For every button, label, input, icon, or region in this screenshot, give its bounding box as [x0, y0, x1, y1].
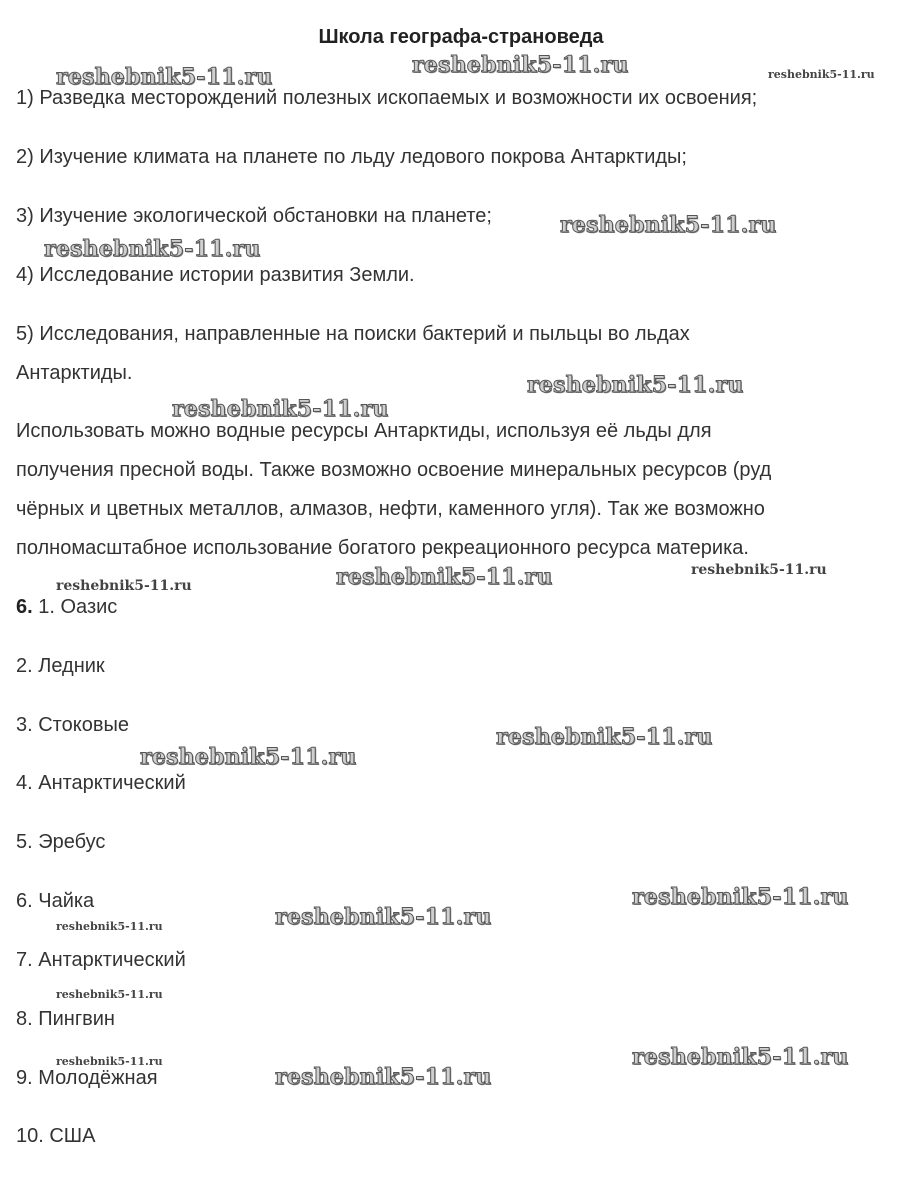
list-item-3: 3) Изучение экологической обстановки на планете; [16, 205, 492, 227]
watermark: reshebnik5-11.ru [275, 904, 492, 930]
watermark: reshebnik5-11.ru [56, 64, 273, 90]
watermark: reshebnik5-11.ru [172, 396, 389, 422]
task6-answer-10: 10. США [16, 1125, 96, 1147]
watermark: reshebnik5-11.ru [56, 920, 163, 933]
task6-answer-2: 2. Ледник [16, 655, 105, 677]
watermark: reshebnik5-11.ru [44, 236, 261, 262]
watermark: reshebnik5-11.ru [56, 578, 192, 594]
watermark: reshebnik5-11.ru [275, 1064, 492, 1090]
paragraph-line: полномасштабное использование богатого рекреационного ресурса материка. [16, 537, 749, 559]
watermark: reshebnik5-11.ru [768, 68, 875, 81]
paragraph-line: Использовать можно водные ресурсы Антарктиды, используя её льды для [16, 420, 712, 442]
watermark: reshebnik5-11.ru [412, 52, 629, 78]
list-item-2: 2) Изучение климата на планете по льду ледового покрова Антарктиды; [16, 146, 687, 168]
watermark: reshebnik5-11.ru [632, 884, 849, 910]
paragraph-line: чёрных и цветных металлов, алмазов, нефти, каменного угля). Так же возможно [16, 498, 765, 520]
watermark: reshebnik5-11.ru [140, 744, 357, 770]
watermark: reshebnik5-11.ru [336, 564, 553, 590]
task6-answer-1 [16, 595, 117, 619]
list-item-5-continued: Антарктиды. [16, 362, 133, 384]
watermark: reshebnik5-11.ru [56, 1055, 163, 1068]
task-number: 6. [16, 596, 33, 618]
list-item-1: 1) Разведка месторождений полезных ископаемых и возможности их освоения; [16, 87, 758, 109]
page-title: Школа географа-страноведа [318, 26, 604, 48]
list-item-4: 4) Исследование истории развития Земли. [16, 264, 415, 286]
watermark: reshebnik5-11.ru [527, 372, 744, 398]
watermark: reshebnik5-11.ru [560, 212, 777, 238]
task6-answer-3: 3. Стоковые [16, 714, 129, 736]
task6-answer-4: 4. Антарктический [16, 772, 186, 794]
watermark: reshebnik5-11.ru [496, 724, 713, 750]
paragraph-line: получения пресной воды. Также возможно освоение минеральных ресурсов (руд [16, 459, 772, 481]
watermark: reshebnik5-11.ru [632, 1044, 849, 1070]
list-item-5: 5) Исследования, направленные на поиски бактерий и пыльцы во льдах [16, 323, 690, 345]
task6-answer-6: 6. Чайка [16, 890, 95, 912]
resources-paragraph [16, 418, 896, 574]
task6-answer-7: 7. Антарктический [16, 949, 186, 971]
task6-answer-5: 5. Эребус [16, 831, 106, 853]
watermark: reshebnik5-11.ru [56, 988, 163, 1001]
answer-text: 1. Оазис [38, 596, 118, 618]
watermark: reshebnik5-11.ru [691, 562, 827, 578]
task6-answer-8: 8. Пингвин [16, 1008, 115, 1030]
task6-answer-9: 9. Молодёжная [16, 1067, 158, 1089]
